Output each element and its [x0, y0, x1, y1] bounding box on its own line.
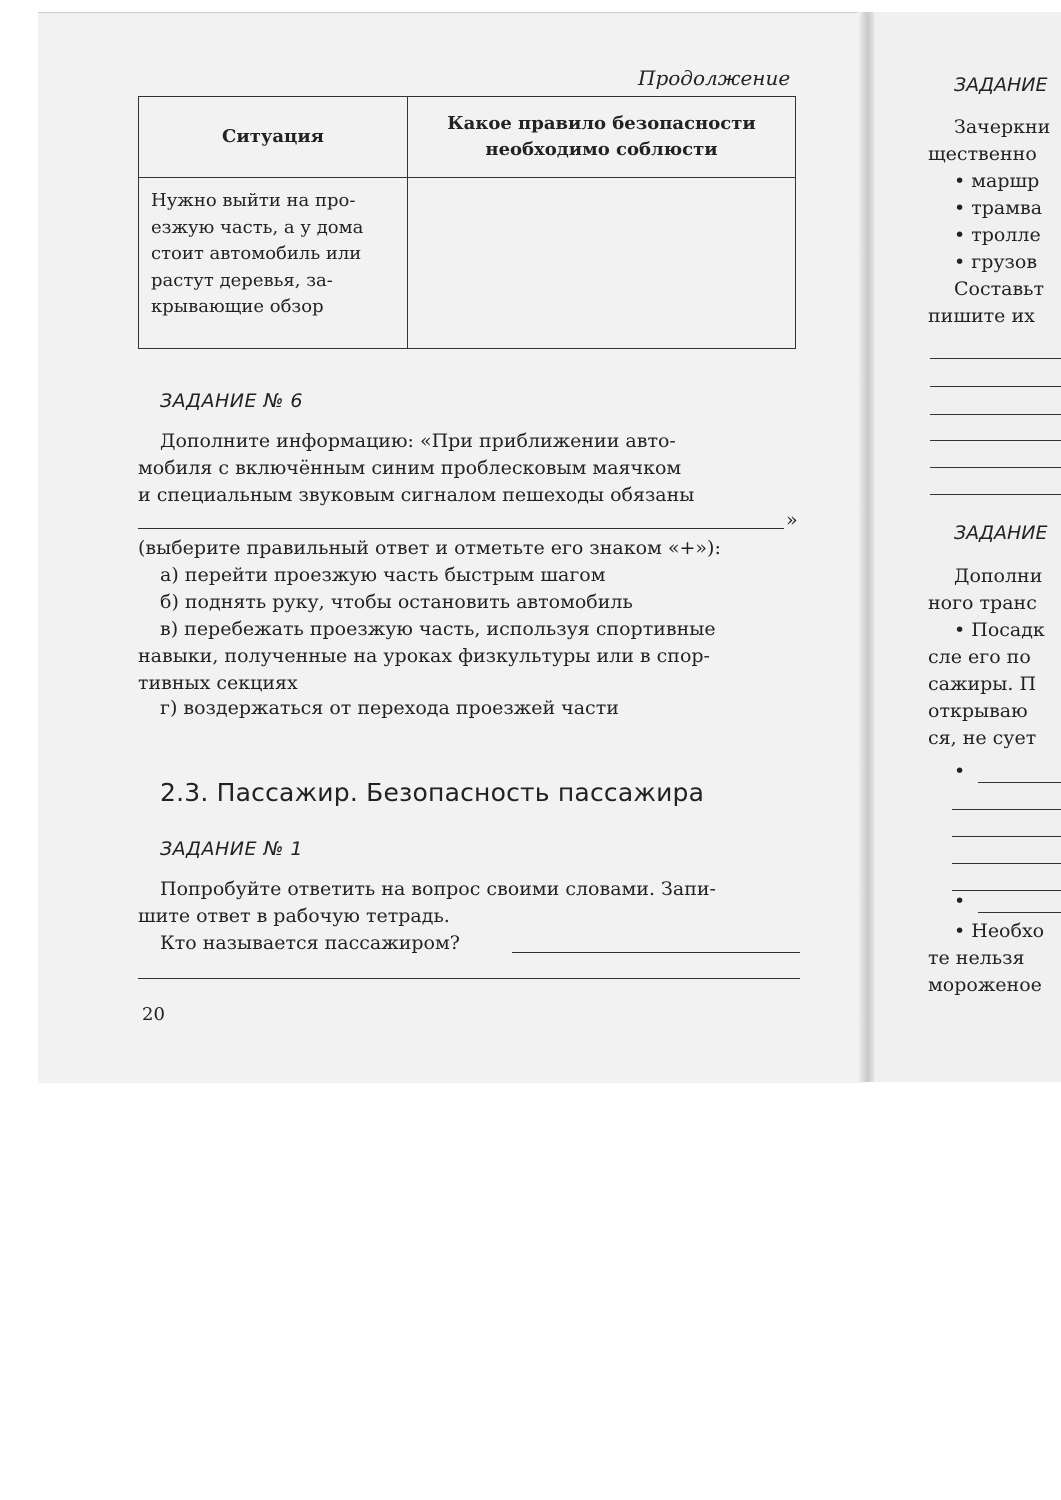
right-text-line: те нельзя	[928, 947, 1025, 969]
section-title: 2.3. Пассажир. Безопасность пассажира	[160, 778, 705, 807]
task6-answer-line[interactable]	[138, 528, 784, 529]
book-spine	[858, 12, 874, 1082]
right-answer-line[interactable]	[978, 912, 1061, 913]
table-cell-rule-answer[interactable]	[408, 178, 796, 349]
table-header-rule-line: необходимо соблюсти	[485, 139, 718, 160]
right-bullet: •	[954, 760, 966, 782]
task6-option-c-cont: тивных секциях	[138, 672, 298, 694]
right-answer-line[interactable]	[930, 440, 1061, 441]
right-text-line: сле его по	[928, 646, 1031, 668]
task1-answer-line[interactable]	[512, 952, 800, 953]
right-text-line: щественно	[928, 143, 1037, 165]
right-answer-line[interactable]	[930, 386, 1061, 387]
task6-option-a[interactable]: а) перейти проезжую часть быстрым шагом	[160, 564, 606, 586]
right-text-line: ся, не сует	[928, 727, 1037, 749]
right-list-item: • тролле	[954, 224, 1041, 246]
task1-title: ЗАДАНИЕ № 1	[160, 838, 303, 860]
right-text-line: Дополни	[954, 565, 1043, 587]
right-answer-line[interactable]	[930, 494, 1061, 495]
right-list-item: • Посадк	[954, 619, 1045, 641]
task6-option-b[interactable]: б) поднять руку, чтобы остановить автомобиль	[160, 591, 633, 613]
task6-title: ЗАДАНИЕ № 6	[160, 390, 303, 412]
task6-prompt-line: и специальным звуковым сигналом пешеходы обязаны	[138, 484, 695, 506]
right-list-item: • грузов	[954, 251, 1038, 273]
table-header-rule	[408, 97, 796, 178]
right-answer-line[interactable]	[978, 782, 1061, 783]
right-answer-line[interactable]	[930, 467, 1061, 468]
task6-option-c-cont: навыки, полученные на уроках физкультуры или в спор-	[138, 645, 710, 667]
right-text-line: Составьт	[954, 278, 1045, 300]
task6-closing-quote: »	[786, 509, 798, 531]
right-text-line: Зачеркни	[954, 116, 1051, 138]
right-text-line: пишите их	[928, 305, 1035, 327]
situation-line: езжую часть, а у дома	[151, 216, 364, 238]
table-header-situation: Ситуация	[139, 97, 408, 178]
task1-question: Кто называется пассажиром?	[160, 932, 460, 954]
situation-line: стоит автомобиль или	[151, 243, 362, 264]
situation-table	[138, 96, 796, 349]
task1-line: Попробуйте ответить на вопрос своими словами. Запи-	[160, 878, 716, 900]
right-task-heading: ЗАДАНИЕ	[954, 522, 1048, 544]
task6-prompt-line: Дополните информацию: «При приближении авто-	[160, 430, 676, 452]
page-number: 20	[142, 1004, 165, 1025]
right-list-item: • маршр	[954, 170, 1040, 192]
right-answer-line[interactable]	[952, 809, 1061, 810]
situation-line: крывающие обзор	[151, 296, 324, 317]
task1-answer-line-2[interactable]	[138, 978, 800, 979]
table-header-rule-line: Какое правило безопасности	[447, 113, 756, 134]
right-answer-line[interactable]	[952, 836, 1061, 837]
right-text-line: ного транс	[928, 592, 1037, 614]
right-list-item: • Необхо	[954, 920, 1045, 942]
task6-prompt-line: мобиля с включённым синим проблесковым маячком	[138, 457, 682, 479]
continuation-label: Продолжение	[638, 66, 791, 90]
right-answer-line[interactable]	[930, 414, 1061, 415]
right-text-line: мороженое	[928, 974, 1042, 996]
task6-option-d[interactable]: г) воздержаться от перехода проезжей части	[160, 697, 619, 719]
right-answer-line[interactable]	[952, 863, 1061, 864]
right-page	[874, 12, 1061, 1082]
right-list-item: • трамва	[954, 197, 1043, 219]
task1-line: шите ответ в рабочую тетрадь.	[138, 905, 450, 927]
situation-line: растут деревья, за-	[151, 269, 333, 291]
right-bullet: •	[954, 890, 966, 912]
task6-option-c[interactable]: в) перебежать проезжую часть, используя спортивные	[160, 618, 716, 640]
right-text-line: сажиры. П	[928, 673, 1037, 695]
right-text-line: открываю	[928, 700, 1028, 722]
right-answer-line[interactable]	[952, 890, 1061, 891]
situation-line: Нужно выйти на про-	[151, 190, 356, 211]
table-cell-situation	[139, 178, 408, 349]
task6-instruction: (выберите правильный ответ и отметьте его знаком «+»):	[138, 537, 721, 559]
right-task-heading: ЗАДАНИЕ	[954, 74, 1048, 96]
right-answer-line[interactable]	[930, 358, 1061, 359]
